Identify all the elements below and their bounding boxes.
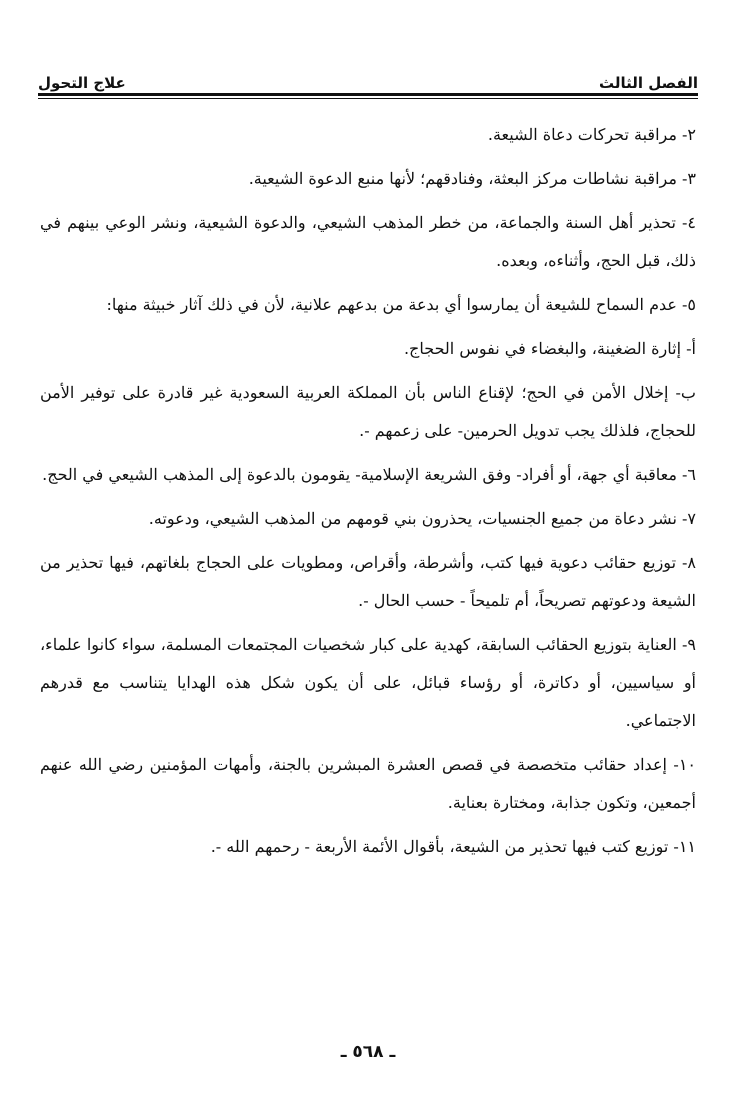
page-number: ـ ٥٦٨ ـ — [340, 1042, 396, 1062]
paragraph-item-11: ١١- توزيع كتب فيها تحذير من الشيعة، بأقوال الأئمة الأربعة - رحمهم الله -. — [210, 837, 696, 856]
paragraph-item-10: ١٠- إعداد حقائب متخصصة في قصص العشرة المبشرين بالجنة، وأمهات المؤمنين رضي الله عنهم أجمعين، وتكون جذابة، ومختارة بعناية. — [40, 755, 696, 812]
paragraph-item-8: ٨- توزيع حقائب دعوية فيها كتب، وأشرطة، وأقراص، ومطويات على الحجاج بلغاتهم، فيها تحذير من الشيعة ودعوتهم تصريحاً، أم تلميحاً - حسب الحال -. — [40, 553, 696, 610]
paragraph-item-9: ٩- العناية بتوزيع الحقائب السابقة، كهدية على كبار شخصيات المجتمعات المسلمة، سواء كانوا علماء، أو سياسيين، أو دكاترة، أو رؤساء قبائل، على أن يكون شكل هذه الهدايا يتناسب مع قدرهم الاجتماعي. — [40, 635, 696, 730]
paragraph-item-6: ٦- معاقبة أي جهة، أو أفراد- وفق الشريعة الإسلامية- يقومون بالدعوة إلى المذهب الشيعي في الحج. — [42, 465, 696, 484]
paragraph-subitem-a: أ- إثارة الضغينة، والبغضاء في نفوس الحجاج. — [403, 339, 696, 358]
paragraph-item-7: ٧- نشر دعاة من جميع الجنسيات، يحذرون بني قومهم من المذهب الشيعي، ودعوته. — [148, 509, 696, 528]
paragraph-item-3: ٣- مراقبة نشاطات مركز البعثة، وفنادقهم؛ لأنها منبع الدعوة الشيعية. — [248, 169, 696, 188]
paragraph-subitem-b: ب- إخلال الأمن في الحج؛ لإقناع الناس بأن المملكة العربية السعودية غير قادرة على توفير الأمن للحجاج، فلذلك يجب تدويل الحرمين- على زعمهم -. — [40, 383, 696, 440]
paragraph-item-4: ٤- تحذير أهل السنة والجماعة، من خطر المذهب الشيعي، والدعوة الشيعية، ونشر الوعي بينهم في ذلك، قبل الحج، وأثناءه، وبعده. — [40, 213, 696, 270]
chapter-title: الفصل الثالث — [598, 74, 698, 92]
body-text — [40, 116, 696, 872]
header-rule-thin — [38, 98, 698, 99]
running-header — [38, 62, 698, 92]
paragraph-item-5: ٥- عدم السماح للشيعة أن يمارسوا أي بدعة من بدعهم علانية، لأن في ذلك آثار خبيثة منها: — [106, 295, 696, 314]
section-title: علاج التحول — [38, 74, 126, 92]
paragraph-item-2: ٢- مراقبة تحركات دعاة الشيعة. — [487, 125, 696, 144]
header-rule-thick — [38, 93, 698, 96]
